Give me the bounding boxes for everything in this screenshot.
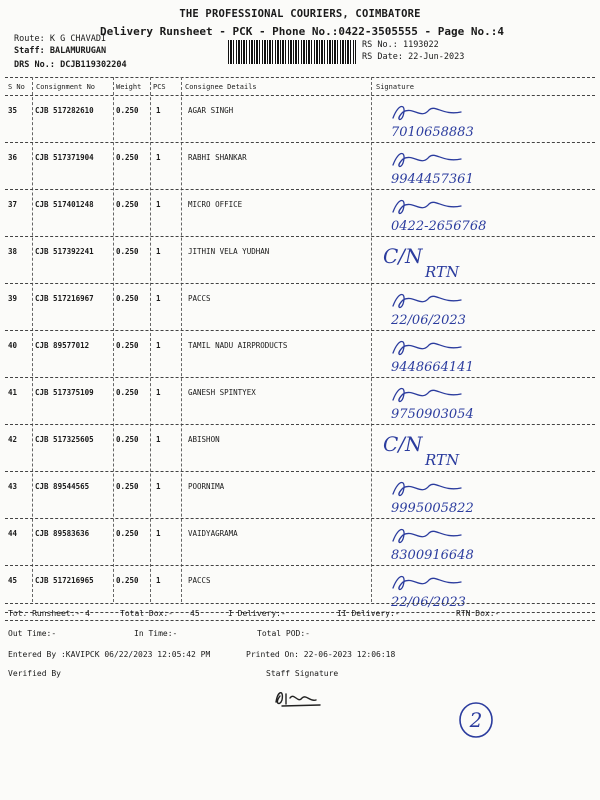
signature-scribble [373, 568, 593, 614]
drs-line [14, 60, 127, 70]
runsheet-title: Delivery Runsheet - PCK - Phone No.:0422-3505555 - Page No.:4 [100, 25, 504, 38]
row-consignment-no: CJB 517216967 [35, 294, 94, 303]
row-consignment-no: CJB 517282610 [35, 106, 94, 115]
row-divider [5, 612, 595, 613]
total-pod: Total POD:- [257, 629, 310, 638]
table-row [0, 378, 600, 425]
rs-date-line [362, 52, 464, 62]
row-consignee: AGAR SINGH [188, 106, 234, 115]
row-consignee: POORNIMA [188, 482, 225, 491]
table-row [0, 143, 600, 190]
row-consignment-no: CJB 89577012 [35, 341, 90, 350]
row-consignee: JITHIN VELA YUDHAN [188, 247, 270, 256]
staff-value: BALAMURUGAN [49, 46, 107, 56]
staff-signature-label: Staff Signature [266, 669, 339, 678]
row-sno: 36 [8, 153, 18, 162]
row-pcs: 1 [156, 576, 161, 585]
col-sno-header: S No [8, 83, 25, 91]
row-weight: 0.250 [116, 106, 139, 115]
row-consignment-no: CJB 517401248 [35, 200, 94, 209]
row-weight: 0.250 [116, 529, 139, 538]
row-weight: 0.250 [116, 435, 139, 444]
signature-scribble [373, 380, 593, 426]
row-weight: 0.250 [116, 247, 139, 256]
signature-bottom-text: 22/06/2023 [391, 313, 466, 328]
signature-scribble [373, 427, 593, 473]
col-weight-header: Weight [116, 83, 142, 91]
row-pcs: 1 [156, 106, 161, 115]
rs-date-value: 22-Jun-2023 [408, 52, 465, 62]
row-sno: 40 [8, 341, 18, 350]
row-consignment-no: CJB 517216965 [35, 576, 94, 585]
row-signature [373, 145, 593, 189]
signature-bottom-text: 7010658883 [391, 125, 474, 140]
row-signature [373, 192, 593, 236]
row-weight: 0.250 [116, 482, 139, 491]
table-row [0, 331, 600, 378]
row-weight: 0.250 [116, 576, 139, 585]
page-number-mark-text: 2 [469, 708, 483, 732]
row-sno: 37 [8, 200, 18, 209]
row-signature [373, 427, 593, 471]
row-pcs: 1 [156, 482, 161, 491]
row-sno: 41 [8, 388, 18, 397]
row-pcs: 1 [156, 388, 161, 397]
total-dox-value: 45 [190, 609, 200, 618]
row-sno: 44 [8, 529, 18, 538]
signature-bottom-text: RTN [425, 451, 460, 469]
row-weight: 0.250 [116, 341, 139, 350]
signature-top-text: C/N [383, 244, 423, 268]
row-sno: 43 [8, 482, 18, 491]
company-name: THE PROFESSIONAL COURIERS, COIMBATORE [179, 8, 421, 20]
row-consignee: PACCS [188, 294, 211, 303]
barcode-image [228, 40, 356, 64]
row-weight: 0.250 [116, 388, 139, 397]
signature-bottom-text: RTN [425, 263, 460, 281]
row-pcs: 1 [156, 153, 161, 162]
row-signature [373, 286, 593, 330]
rs-no-value: 1193022 [402, 40, 439, 50]
total-runsheet: Tot. Runsheet:- 4 [8, 609, 90, 618]
signature-top-text: C/N [383, 432, 423, 456]
row-weight: 0.250 [116, 153, 139, 162]
signature-scribble [373, 98, 593, 144]
row-consignee: VAIDYAGRAMA [188, 529, 238, 538]
signature-bottom-text: 9750903054 [391, 407, 474, 422]
row-signature [373, 98, 593, 142]
row-consignment-no: CJB 517375109 [35, 388, 94, 397]
row-sno: 38 [8, 247, 18, 256]
row-pcs: 1 [156, 247, 161, 256]
signature-scribble [373, 192, 593, 238]
rs-no-label: RS No.: [362, 40, 398, 50]
row-consignee: ABISHON [188, 435, 220, 444]
row-consignee: TAMIL NADU AIRPRODUCTS [188, 341, 288, 350]
row-consignment-no: CJB 517325605 [35, 435, 94, 444]
row-signature [373, 568, 593, 612]
table-row [0, 284, 600, 331]
table-top-divider [5, 77, 595, 78]
row-pcs: 1 [156, 200, 161, 209]
signature-bottom-text: 0422-2656768 [391, 219, 487, 234]
row-signature [373, 239, 593, 283]
row-consignment-no: CJB 517371904 [35, 153, 94, 162]
signature-bottom-text: 9448664141 [391, 360, 474, 375]
rtn-dox: RTN Dox:- [456, 609, 500, 618]
entered-by: Entered By :KAVIPCK 06/22/2023 12:05:42 PM [8, 650, 211, 659]
signature-bottom-text: 22/06/2023 [391, 595, 466, 610]
staff-label: Staff: [14, 46, 45, 56]
row-pcs: 1 [156, 435, 161, 444]
table-row [0, 519, 600, 566]
row-signature [373, 474, 593, 518]
staff-signature-scribble [270, 684, 330, 710]
row-sno: 42 [8, 435, 18, 444]
total-dox-label: Total Dox:- [120, 609, 173, 618]
row-signature [373, 333, 593, 377]
i-delivery: I Delivery:- [228, 609, 286, 618]
drs-label: DRS No.: [14, 60, 55, 70]
row-signature [373, 380, 593, 424]
col-signature-header: Signature [376, 83, 414, 91]
route-line [14, 34, 106, 44]
col-consignee-header: Consignee Details [185, 83, 257, 91]
signature-bottom-text: 8300916648 [391, 548, 474, 563]
row-consignee: MICRO OFFICE [188, 200, 243, 209]
signature-scribble [373, 521, 593, 567]
row-consignment-no: CJB 89544565 [35, 482, 90, 491]
table-row [0, 472, 600, 519]
col-pcs-header: PCS [153, 83, 166, 91]
page-number-mark [456, 700, 496, 740]
table-row [0, 96, 600, 143]
signature-scribble [373, 333, 593, 379]
in-time: In Time:- [134, 629, 178, 638]
signature-scribble [373, 145, 593, 191]
table-row [0, 237, 600, 284]
signature-scribble [373, 474, 593, 520]
row-consignee: RABHI SHANKAR [188, 153, 247, 162]
table-row [0, 425, 600, 472]
ii-delivery: II Delivery:- [337, 609, 400, 618]
signature-scribble [373, 239, 593, 285]
col-consignment-header: Consignment No [36, 83, 96, 91]
staff-line [14, 46, 106, 56]
row-pcs: 1 [156, 529, 161, 538]
row-pcs: 1 [156, 341, 161, 350]
row-weight: 0.250 [116, 200, 139, 209]
rs-no-line [362, 40, 439, 50]
row-sno: 35 [8, 106, 18, 115]
route-value: K G CHAVADI [49, 34, 107, 44]
route-label: Route: [14, 34, 45, 44]
row-consignment-no: CJB 517392241 [35, 247, 94, 256]
row-consignment-no: CJB 89583636 [35, 529, 90, 538]
signature-scribble [373, 286, 593, 332]
table-row [0, 190, 600, 237]
rs-date-label: RS Date: [362, 52, 403, 62]
totals-divider [5, 603, 595, 604]
row-consignee: PACCS [188, 576, 211, 585]
signature-bottom-text: 9995005822 [391, 501, 474, 516]
printed-on: Printed On: 22-06-2023 12:06:18 [246, 650, 396, 659]
row-sno: 45 [8, 576, 18, 585]
row-pcs: 1 [156, 294, 161, 303]
row-weight: 0.250 [116, 294, 139, 303]
out-time: Out Time:- [8, 629, 57, 638]
signature-bottom-text: 9944457361 [391, 172, 474, 187]
verified-by: Verified By [8, 669, 61, 678]
totals-bottom-divider [5, 620, 595, 621]
row-consignee: GANESH SPINTYEX [188, 388, 256, 397]
row-sno: 39 [8, 294, 18, 303]
drs-value: DCJB119302204 [60, 60, 127, 70]
row-signature [373, 521, 593, 565]
table-row [0, 566, 600, 613]
